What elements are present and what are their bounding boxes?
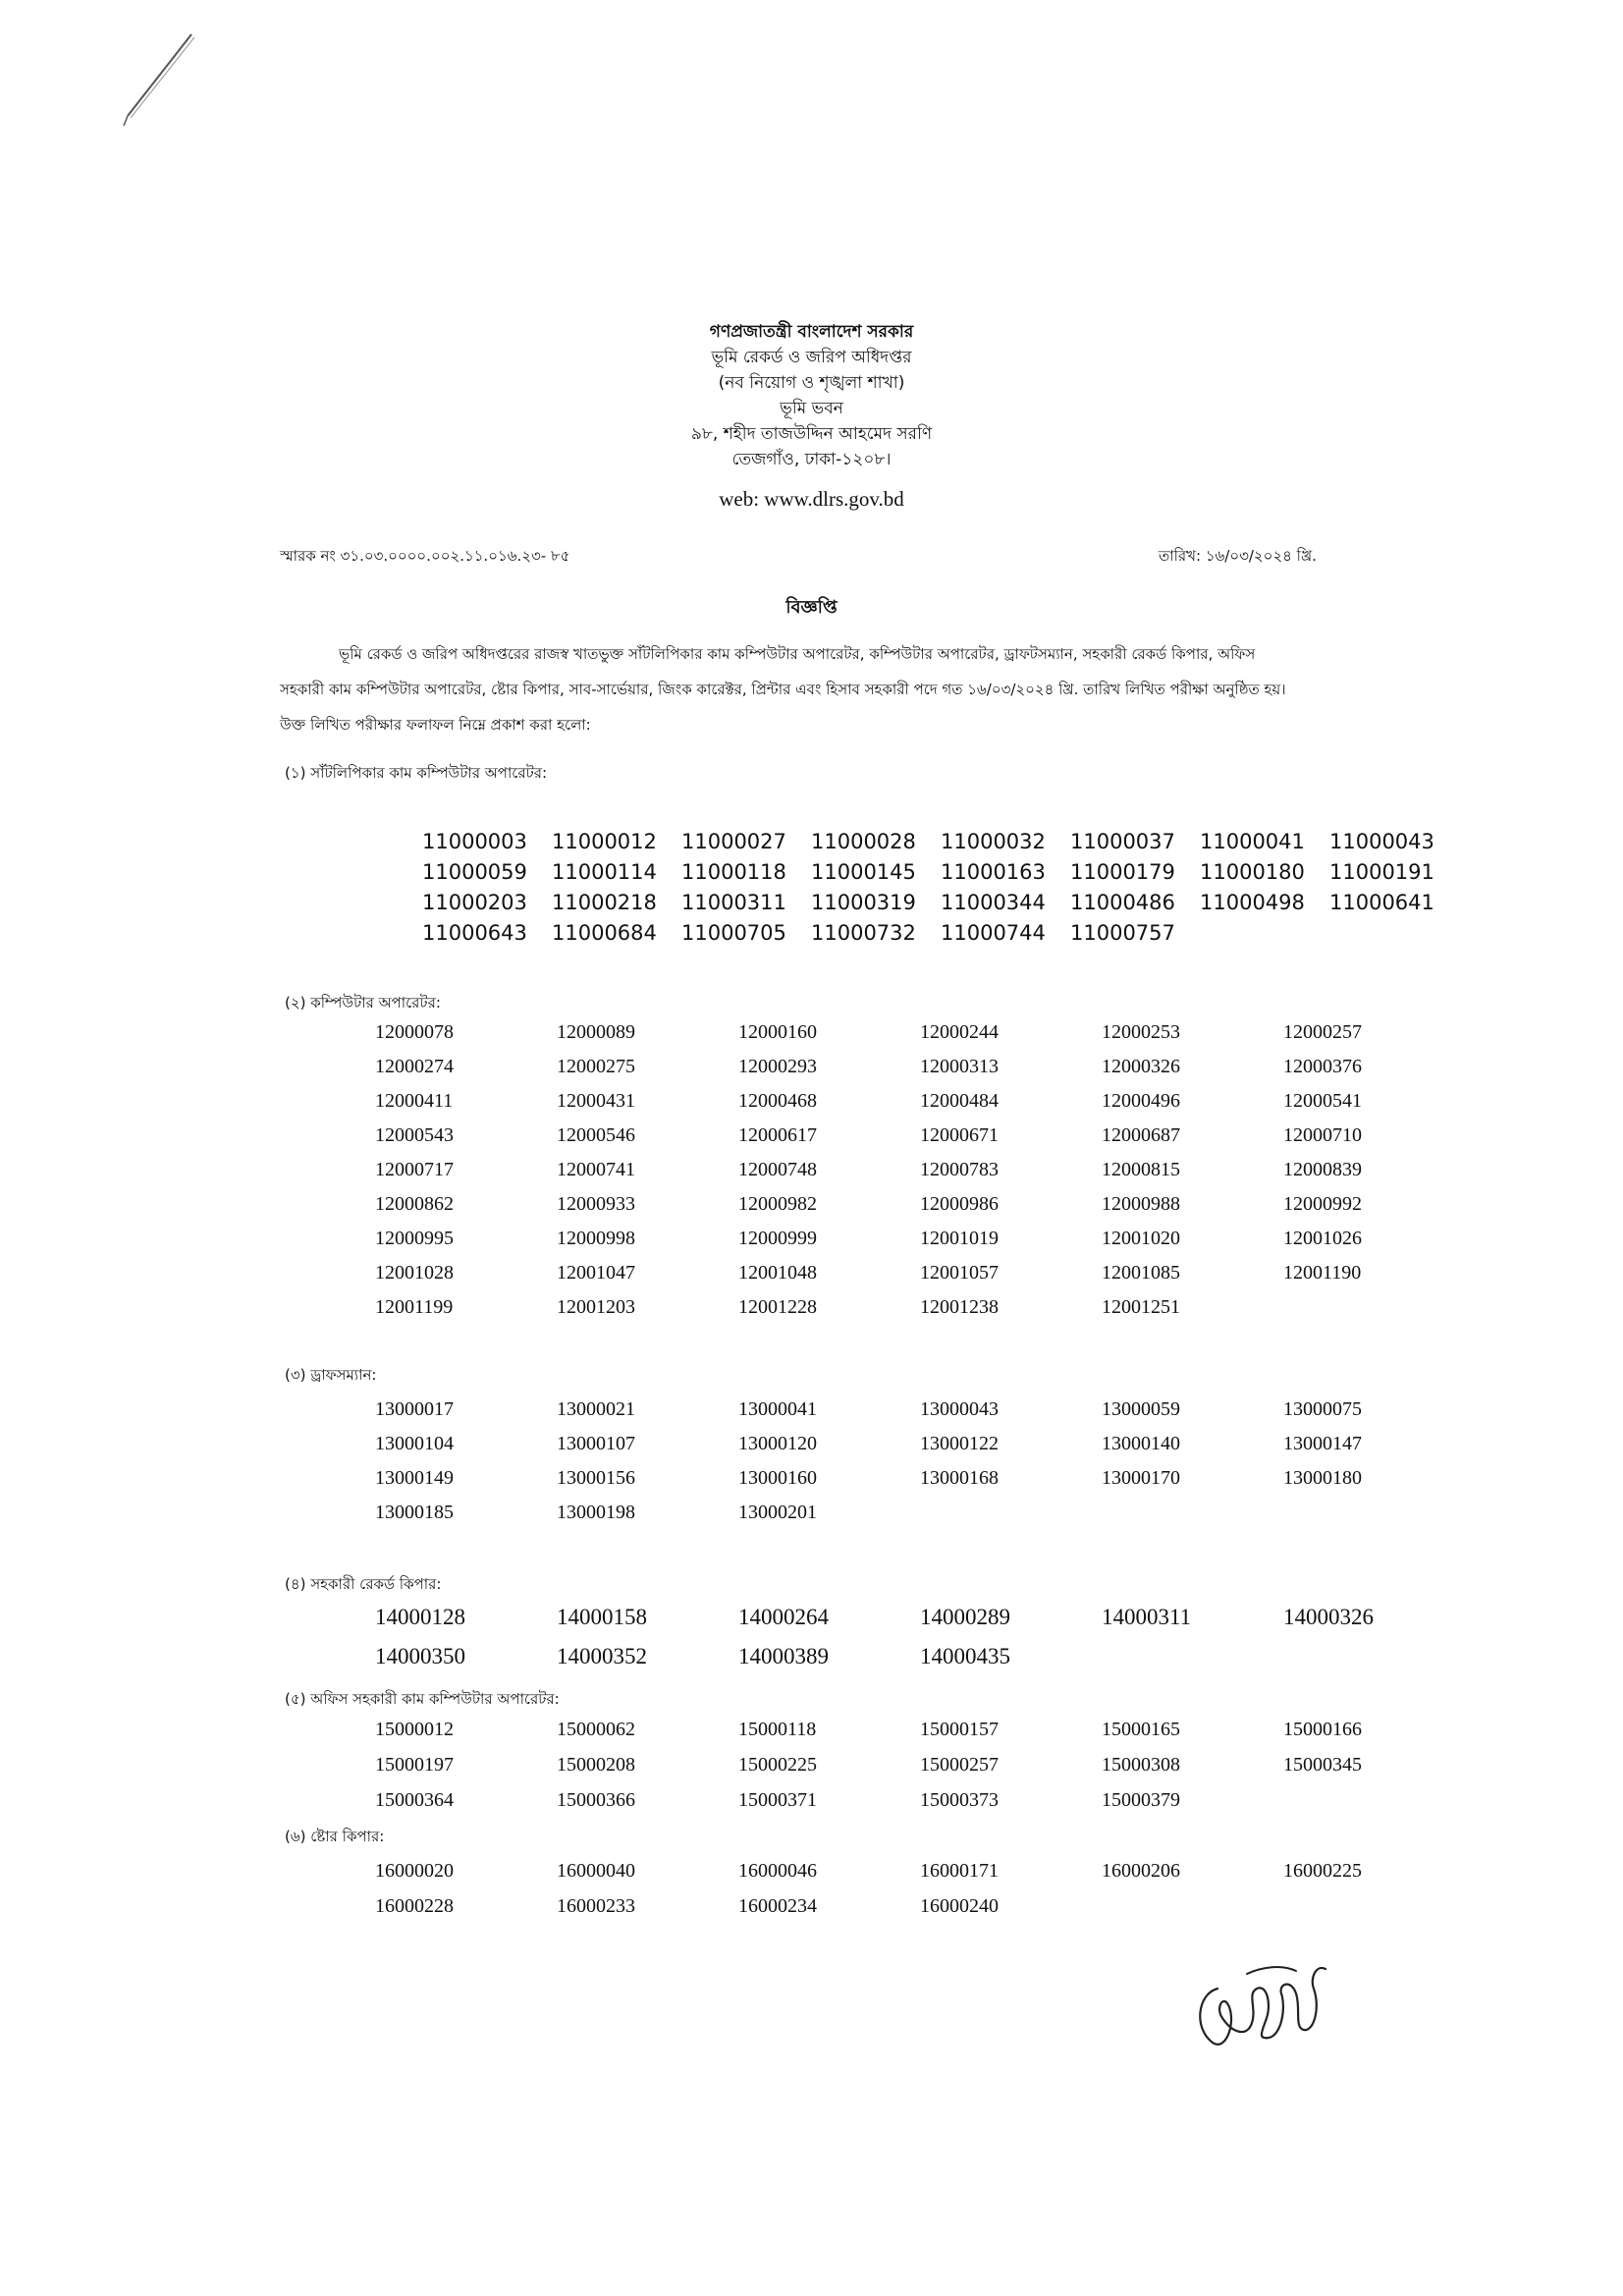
roll-number: 11000028: [811, 830, 916, 853]
roll-number: 13000180: [1283, 1467, 1362, 1489]
roll-number: 13000122: [920, 1433, 999, 1454]
roll-number: 12000376: [1283, 1056, 1362, 1077]
roll-number: 15000208: [557, 1754, 635, 1776]
roll-number: 12001020: [1102, 1228, 1180, 1249]
roll-number: 12000999: [738, 1228, 817, 1249]
roll-number: 12000431: [557, 1090, 635, 1112]
roll-number: 15000371: [738, 1789, 817, 1811]
roll-number: 11000311: [681, 891, 786, 914]
roll-number: 12000988: [1102, 1193, 1180, 1215]
roll-number: 16000206: [1102, 1860, 1180, 1882]
roll-number: 12001251: [1102, 1296, 1180, 1318]
roll-number: 11000118: [681, 860, 786, 884]
roll-number: 12000992: [1283, 1193, 1362, 1215]
roll-number: 12000253: [1102, 1021, 1180, 1043]
pen-scribble-mark: [118, 29, 206, 128]
roll-grid: [375, 1021, 1465, 1331]
roll-number: 12001238: [920, 1296, 999, 1318]
roll-number: 12001057: [920, 1262, 999, 1284]
roll-number: 16000240: [920, 1895, 999, 1917]
section-title: (৪) সহকারী রেকর্ড কিপার:: [285, 1575, 442, 1593]
roll-number: 16000040: [557, 1860, 635, 1882]
roll-number: 14000435: [920, 1644, 1010, 1668]
roll-number: 11000486: [1070, 891, 1175, 914]
roll-number: 13000170: [1102, 1467, 1180, 1489]
roll-number: 12000986: [920, 1193, 999, 1215]
signature: [1188, 1949, 1345, 2067]
roll-number: 12000617: [738, 1124, 817, 1146]
roll-number: 12000741: [557, 1159, 635, 1180]
roll-number: 12001019: [920, 1228, 999, 1249]
roll-number: 15000379: [1102, 1789, 1180, 1811]
roll-number: 12001199: [375, 1296, 454, 1318]
roll-number: 11000744: [941, 921, 1046, 945]
roll-number: 14000158: [557, 1605, 647, 1629]
roll-number: 13000160: [738, 1467, 817, 1489]
roll-number: 14000389: [738, 1644, 829, 1668]
roll-number: 13000140: [1102, 1433, 1180, 1454]
roll-number: 12000293: [738, 1056, 817, 1077]
roll-number: 12000160: [738, 1021, 817, 1043]
memo-number: স্মারক নং ৩১.০৩.০০০০.০০২.১১.০১৬.২৩- ৮৫: [280, 547, 570, 565]
building-name: ভূমি ভবন: [780, 399, 843, 418]
roll-number: 16000228: [375, 1895, 454, 1917]
roll-number: 12000484: [920, 1090, 999, 1112]
roll-number: 11000041: [1200, 830, 1305, 853]
roll-number: 12001048: [738, 1262, 817, 1284]
notice-body: [280, 636, 1542, 742]
body-line-3: উক্ত লিখিত পরীক্ষার ফলাফল নিম্নে প্রকাশ করা হলো:: [280, 716, 591, 734]
roll-number: 13000120: [738, 1433, 817, 1454]
roll-number: 15000197: [375, 1754, 454, 1776]
roll-number: 11000218: [552, 891, 657, 914]
roll-number: 12001085: [1102, 1262, 1180, 1284]
roll-number: 11000043: [1329, 830, 1434, 853]
roll-number: 16000020: [375, 1860, 454, 1882]
roll-number: 16000234: [738, 1895, 817, 1917]
roll-number: 13000147: [1283, 1433, 1362, 1454]
roll-number: 12000862: [375, 1193, 454, 1215]
roll-number: 14000264: [738, 1605, 829, 1629]
roll-number: 11000037: [1070, 830, 1175, 853]
roll-number: 12000313: [920, 1056, 999, 1077]
roll-number: 12000687: [1102, 1124, 1180, 1146]
roll-grid: [422, 830, 1459, 952]
section-title: (২) কম্পিউটার অপারেটর:: [285, 994, 441, 1011]
roll-number: 12001228: [738, 1296, 817, 1318]
roll-grid: [375, 1605, 1465, 1683]
roll-number: 13000043: [920, 1398, 999, 1420]
roll-number: 14000128: [375, 1605, 465, 1629]
roll-number: 14000311: [1102, 1605, 1192, 1629]
branch-name: (নব নিয়োগ ও শৃঙ্খলা শাখা): [718, 373, 905, 393]
roll-number: 12000275: [557, 1056, 635, 1077]
roll-number: 12000710: [1283, 1124, 1362, 1146]
roll-number: 13000156: [557, 1467, 635, 1489]
roll-number: 11000705: [681, 921, 786, 945]
roll-number: 14000352: [557, 1644, 647, 1668]
roll-number: 16000171: [920, 1860, 999, 1882]
roll-number: 11000643: [422, 921, 527, 945]
roll-number: 15000166: [1283, 1719, 1362, 1740]
roll-number: 11000641: [1329, 891, 1434, 914]
roll-number: 11000319: [811, 891, 916, 914]
roll-number: 12001026: [1283, 1228, 1362, 1249]
street-address: ৯৮, শহীদ তাজউদ্দিন আহমেদ সরণি: [690, 424, 933, 444]
section-title: (৬) ষ্টোর কিপার:: [285, 1828, 385, 1845]
roll-number: 12000839: [1283, 1159, 1362, 1180]
roll-number: 11000114: [552, 860, 657, 884]
roll-number: 12000998: [557, 1228, 635, 1249]
roll-number: 15000157: [920, 1719, 999, 1740]
roll-number: 13000017: [375, 1398, 454, 1420]
section-title: (৫) অফিস সহকারী কাম কম্পিউটার অপারেটর:: [285, 1690, 560, 1708]
roll-number: 12000543: [375, 1124, 454, 1146]
roll-number: 13000021: [557, 1398, 635, 1420]
roll-number: 12000546: [557, 1124, 635, 1146]
roll-number: 15000225: [738, 1754, 817, 1776]
roll-number: 13000168: [920, 1467, 999, 1489]
roll-number: 11000684: [552, 921, 657, 945]
section-title: (১) সাঁটলিপিকার কাম কম্পিউটার অপারেটর:: [285, 764, 548, 782]
roll-number: 11000180: [1200, 860, 1305, 884]
roll-number: 11000498: [1200, 891, 1305, 914]
roll-number: 12000274: [375, 1056, 454, 1077]
roll-number: 11000757: [1070, 921, 1175, 945]
roll-number: 13000149: [375, 1467, 454, 1489]
government-name: গণপ্রজাতন্ত্রী বাংলাদেশ সরকার: [709, 322, 914, 342]
letterhead: [0, 319, 1623, 512]
roll-number: 13000107: [557, 1433, 635, 1454]
roll-number: 15000012: [375, 1719, 454, 1740]
roll-number: 12000995: [375, 1228, 454, 1249]
roll-number: 15000366: [557, 1789, 635, 1811]
roll-number: 11000191: [1329, 860, 1434, 884]
roll-number: 15000165: [1102, 1719, 1180, 1740]
roll-number: 13000059: [1102, 1398, 1180, 1420]
roll-number: 12000933: [557, 1193, 635, 1215]
roll-number: 11000032: [941, 830, 1046, 853]
section-title: (৩) ড্রাফসম্যান:: [285, 1366, 377, 1384]
roll-number: 11000059: [422, 860, 527, 884]
roll-number: 16000233: [557, 1895, 635, 1917]
roll-number: 15000373: [920, 1789, 999, 1811]
roll-number: 11000003: [422, 830, 527, 853]
city-address: তেজগাঁও, ঢাকা-১২০৮।: [731, 450, 892, 469]
roll-number: 12000748: [738, 1159, 817, 1180]
roll-number: 13000201: [738, 1502, 817, 1523]
roll-number: 15000345: [1283, 1754, 1362, 1776]
body-line-2: সহকারী কাম কম্পিউটার অপারেটর, ষ্টোর কিপার, সাব-সার্ভেয়ার, জিংক কারেক্টর, প্রিন্টার এবং হিসাব সহকারী পদে গত ১৬/০৩/২০২৪ খ্রি. তারিখ লিখিত পরীক্ষা অনুষ্ঠিত হয়।: [280, 681, 1286, 698]
roll-number: 12000717: [375, 1159, 454, 1180]
roll-number: 16000046: [738, 1860, 817, 1882]
roll-number: 11000344: [941, 891, 1046, 914]
department-name: ভূমি রেকর্ড ও জরিপ অধিদপ্তর: [711, 348, 912, 367]
roll-number: 11000163: [941, 860, 1046, 884]
roll-number: 12000671: [920, 1124, 999, 1146]
roll-number: 12000783: [920, 1159, 999, 1180]
roll-number: 11000145: [811, 860, 916, 884]
roll-number: 13000041: [738, 1398, 817, 1420]
roll-number: 12001047: [557, 1262, 635, 1284]
roll-number: 14000289: [920, 1605, 1010, 1629]
roll-number: 11000179: [1070, 860, 1175, 884]
roll-grid: [375, 1719, 1465, 1825]
roll-number: 12001190: [1283, 1262, 1362, 1284]
roll-number: 13000075: [1283, 1398, 1362, 1420]
roll-number: 12000089: [557, 1021, 635, 1043]
roll-number: 12000496: [1102, 1090, 1180, 1112]
roll-grid: [375, 1398, 1465, 1536]
roll-number: 15000364: [375, 1789, 454, 1811]
roll-number: 12001028: [375, 1262, 454, 1284]
roll-number: 15000118: [738, 1719, 817, 1740]
roll-number: 12000815: [1102, 1159, 1180, 1180]
roll-number: 14000350: [375, 1644, 465, 1668]
roll-number: 15000308: [1102, 1754, 1180, 1776]
roll-grid: [375, 1860, 1465, 1931]
roll-number: 11000012: [552, 830, 657, 853]
roll-number: 13000104: [375, 1433, 454, 1454]
roll-number: 12000078: [375, 1021, 454, 1043]
roll-number: 15000062: [557, 1719, 635, 1740]
roll-number: 13000185: [375, 1502, 454, 1523]
roll-number: 13000198: [557, 1502, 635, 1523]
roll-number: 11000732: [811, 921, 916, 945]
notice-date: তারিখ: ১৬/০৩/২০২৪ খ্রি.: [1159, 547, 1317, 565]
roll-number: 12000326: [1102, 1056, 1180, 1077]
body-line-1: ভূমি রেকর্ড ও জরিপ অধিদপ্তরের রাজস্ব খাতভুক্ত সাঁটলিপিকার কাম কম্পিউটার অপারেটর, কম্পিউটার অপারেটর, ড্রাফটসম্যান, সহকারী রেকর্ড কিপার, অফিস: [339, 645, 1256, 663]
roll-number: 12000468: [738, 1090, 817, 1112]
roll-number: 12001203: [557, 1296, 635, 1318]
roll-number: 12000257: [1283, 1021, 1362, 1043]
roll-number: 12000541: [1283, 1090, 1362, 1112]
notice-title: বিজ্ঞপ্তি: [785, 597, 838, 618]
website: web: www.dlrs.gov.bd: [719, 487, 904, 511]
roll-number: 16000225: [1283, 1860, 1362, 1882]
roll-number: 12000411: [375, 1090, 454, 1112]
roll-number: 11000027: [681, 830, 786, 853]
roll-number: 12000244: [920, 1021, 999, 1043]
roll-number: 11000203: [422, 891, 527, 914]
roll-number: 14000326: [1283, 1605, 1374, 1629]
roll-number: 12000982: [738, 1193, 817, 1215]
roll-number: 15000257: [920, 1754, 999, 1776]
